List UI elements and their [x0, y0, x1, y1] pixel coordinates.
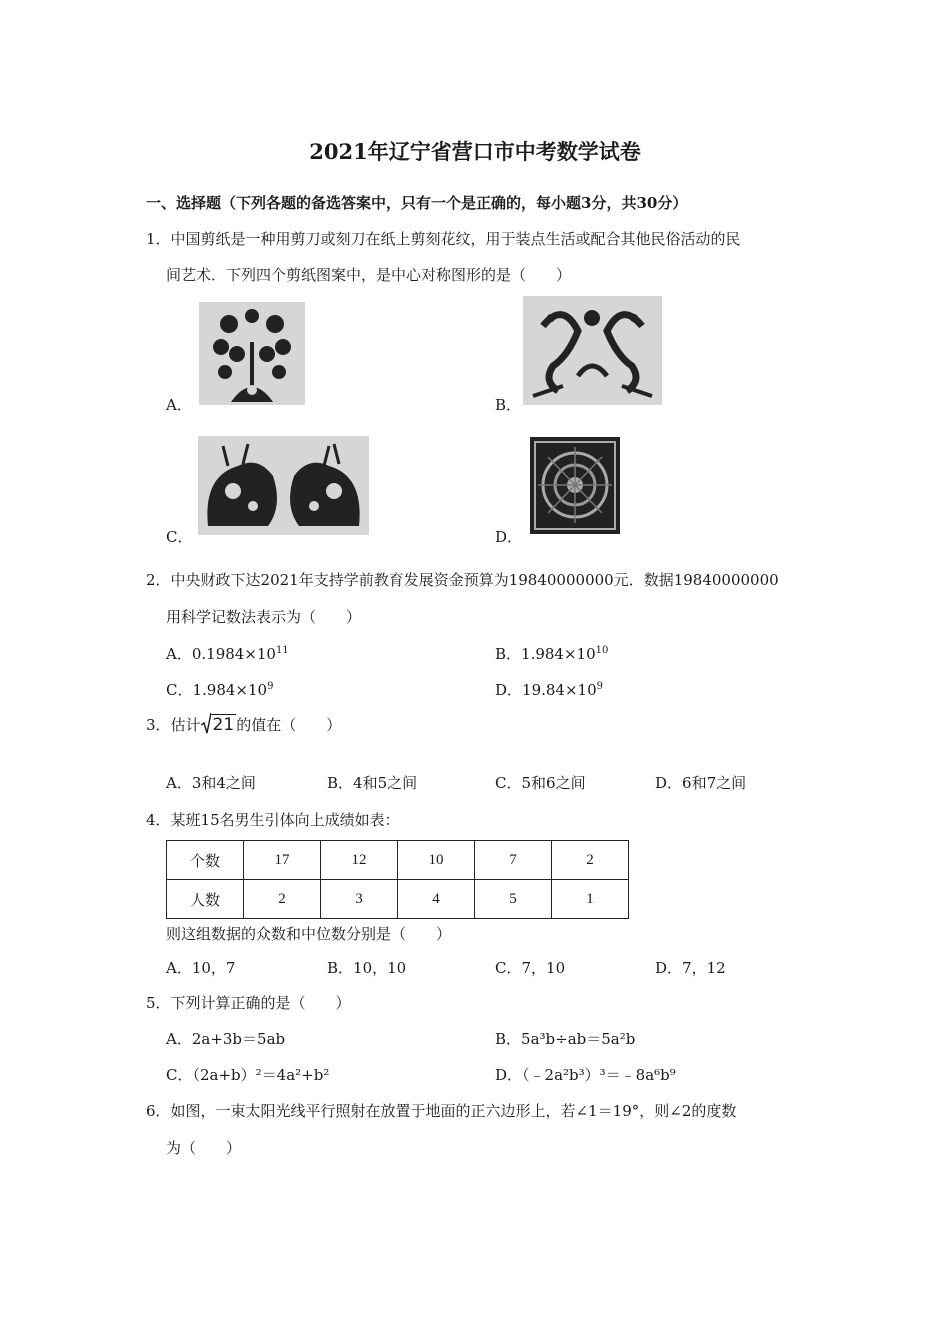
- q2-option-a-exp: 11: [275, 645, 289, 656]
- q1-option-b-label[interactable]: B．: [495, 396, 522, 414]
- sqrt-radicand: 21: [212, 715, 235, 735]
- q3-stem: [146, 712, 341, 738]
- q2-option-c-text: C．1.984×10: [166, 681, 268, 699]
- q1-option-d-label[interactable]: D．: [495, 528, 523, 546]
- q5-option-a[interactable]: A．2a+3b＝5ab: [166, 1030, 286, 1048]
- q3-prefix: 3．估计: [146, 716, 201, 734]
- table-cell: 7: [475, 841, 552, 880]
- grades-table: [166, 840, 629, 919]
- q1-option-a-label[interactable]: A．: [166, 396, 192, 414]
- table-cell: 人数: [167, 880, 244, 919]
- radical-sign-icon: [201, 712, 211, 734]
- papercut-image-b: [523, 296, 662, 405]
- table-cell: 10: [398, 841, 475, 880]
- table-cell: 2: [552, 841, 629, 880]
- q1-line2: 间艺术．下列四个剪纸图案中，是中心对称图形的是（ ）: [166, 266, 572, 284]
- q2-option-a[interactable]: [166, 641, 289, 664]
- q2-option-b-exp: 10: [595, 645, 609, 656]
- q4-option-b[interactable]: B．10，10: [327, 959, 407, 977]
- q2-option-a-text: A．0.1984×10: [166, 645, 276, 663]
- page-title: 2021年辽宁省营口市中考数学试卷: [309, 139, 641, 164]
- q3-suffix: 的值在（ ）: [236, 716, 342, 734]
- table-row: [167, 841, 629, 880]
- table-cell: 3: [321, 880, 398, 919]
- q2-option-d-text: D．19.84×10: [495, 681, 597, 699]
- q4-option-d[interactable]: D．7，12: [655, 959, 726, 977]
- q3-option-c[interactable]: C．5和6之间: [495, 774, 586, 792]
- table-cell: 1: [552, 880, 629, 919]
- papercut-image-d: [530, 437, 620, 534]
- papercut-image-c: [198, 436, 369, 535]
- section-heading: 一、选择题（下列各题的备选答案中，只有一个是正确的，每小题3分，共30分）: [146, 194, 688, 212]
- q5-option-c[interactable]: C．（2a+b）²＝4a²+b²: [166, 1066, 330, 1084]
- sqrt-expression: [201, 712, 237, 738]
- papercut-image-a: [199, 302, 305, 405]
- table-row: [167, 880, 629, 919]
- q2-option-b-text: B．1.984×10: [495, 645, 596, 663]
- q2-option-c-exp: 9: [267, 681, 274, 692]
- q1-line1: 1．中国剪纸是一种用剪刀或刻刀在纸上剪刻花纹，用于装点生活或配合其他民俗活动的民: [146, 230, 741, 248]
- table-cell: 17: [244, 841, 321, 880]
- q5-option-b[interactable]: B．5a³b÷ab＝5a²b: [495, 1030, 636, 1048]
- q6-line2: 为（ ）: [166, 1139, 242, 1157]
- table-cell: 4: [398, 880, 475, 919]
- q4-line2: 则这组数据的众数和中位数分别是（ ）: [166, 925, 452, 943]
- q5-line1: 5．下列计算正确的是（ ）: [146, 994, 351, 1012]
- table-cell: 个数: [167, 841, 244, 880]
- q4-option-a[interactable]: A．10，7: [166, 959, 236, 977]
- q5-option-d[interactable]: D．（﹣2a²b³）³＝﹣8a⁶b⁹: [495, 1066, 676, 1084]
- q1-option-c-label[interactable]: C．: [166, 528, 193, 546]
- q2-line1: 2．中央财政下达2021年支持学前教育发展资金预算为19840000000元．数据19840000000: [146, 571, 779, 589]
- q2-option-b[interactable]: [495, 641, 608, 664]
- q2-line2: 用科学记数法表示为（ ）: [166, 608, 362, 626]
- q2-option-c[interactable]: [166, 677, 273, 700]
- q3-option-b[interactable]: B．4和5之间: [327, 774, 418, 792]
- q4-line1: 4．某班15名男生引体向上成绩如表：: [146, 811, 400, 829]
- q2-option-d[interactable]: [495, 677, 603, 700]
- table-cell: 5: [475, 880, 552, 919]
- q3-option-a[interactable]: A．3和4之间: [166, 774, 256, 792]
- table-cell: 12: [321, 841, 398, 880]
- q6-line1: 6．如图，一束太阳光线平行照射在放置于地面的正六边形上，若∠1＝19°，则∠2的度数: [146, 1102, 737, 1120]
- table-cell: 2: [244, 880, 321, 919]
- q3-option-d[interactable]: D．6和7之间: [655, 774, 747, 792]
- q4-option-c[interactable]: C．7，10: [495, 959, 566, 977]
- q2-option-d-exp: 9: [596, 681, 603, 692]
